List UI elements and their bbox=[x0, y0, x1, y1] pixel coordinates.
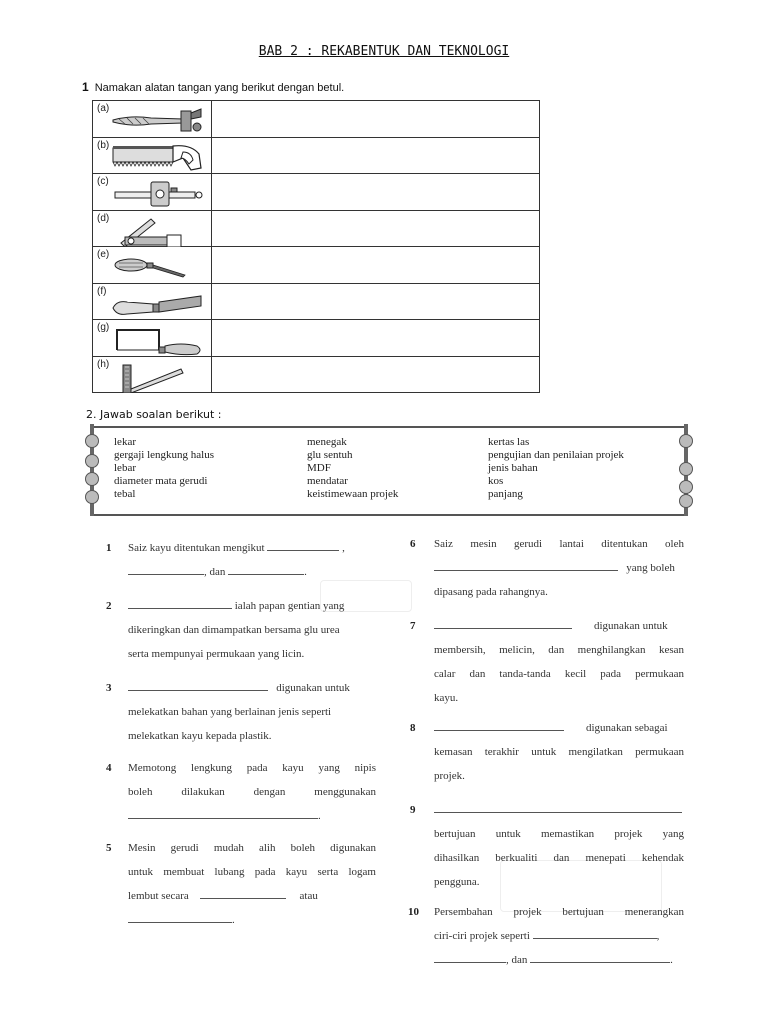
question-5 bbox=[128, 836, 376, 932]
try-square-icon bbox=[111, 363, 207, 393]
question-text: melekatkan kayu kepada plastik. bbox=[128, 730, 272, 742]
question-text: lembut secara bbox=[128, 890, 189, 902]
question-1: Saiz kayu ditentukan mengikut , , dan . bbox=[128, 536, 376, 584]
question-text: calar dan tanda-tanda kecil pada permukaan bbox=[434, 668, 684, 680]
answer-blank[interactable] bbox=[128, 678, 268, 691]
row-label: (e) bbox=[97, 249, 110, 260]
question-text: Memotong lengkung pada kayu yang nipis bbox=[128, 762, 376, 774]
question-number: 6 bbox=[410, 538, 416, 550]
word-bank-item: diameter mata gerudi bbox=[114, 475, 208, 487]
question-number: 1 bbox=[106, 542, 112, 554]
answer-blank[interactable] bbox=[434, 718, 564, 731]
coping-saw-icon bbox=[111, 326, 207, 356]
question-3 bbox=[128, 676, 376, 748]
question-text: ciri-ciri projek seperti bbox=[434, 930, 530, 942]
question-text: Saiz mesin gerudi lantai ditentukan oleh bbox=[434, 538, 684, 550]
word-bank bbox=[88, 424, 692, 516]
word-bank-column-3 bbox=[488, 436, 624, 501]
word-bank-item: lekar bbox=[114, 436, 136, 448]
answer-blank[interactable] bbox=[128, 596, 232, 609]
question-number: 5 bbox=[106, 842, 112, 854]
answer-cell[interactable] bbox=[212, 137, 540, 174]
row-label: (f) bbox=[97, 285, 107, 297]
question-text: membersih, melicin, dan menghilangkan kesan bbox=[434, 644, 684, 656]
row-label: (h) bbox=[97, 358, 110, 370]
question-text: atau bbox=[299, 890, 318, 902]
word-bank-item: menegak bbox=[307, 436, 347, 448]
marking-gauge-icon bbox=[111, 180, 207, 208]
question-text: digunakan untuk bbox=[276, 682, 350, 694]
answer-blank[interactable] bbox=[128, 806, 318, 819]
question-text: dikeringkan dan dimampatkan bersama glu urea bbox=[128, 624, 340, 636]
question-6 bbox=[434, 532, 684, 604]
tool-image-cell bbox=[93, 283, 212, 320]
scroll-knob bbox=[679, 480, 693, 494]
word-bank-item: glu sentuh bbox=[307, 449, 353, 461]
question-7 bbox=[434, 614, 684, 710]
tool-image-cell bbox=[93, 356, 212, 393]
question-text: boleh dilakukan dengan menggunakan bbox=[128, 786, 376, 798]
table-row bbox=[93, 283, 540, 320]
question-text: , bbox=[656, 930, 660, 942]
answer-blank[interactable] bbox=[267, 538, 339, 551]
row-label: (g) bbox=[97, 322, 110, 333]
answer-blank[interactable] bbox=[434, 800, 682, 813]
scroll-knob bbox=[85, 454, 99, 468]
question-text: Mesin gerudi mudah alih boleh digunakan bbox=[128, 842, 376, 854]
question-text: , dan bbox=[204, 566, 226, 578]
answer-cell[interactable] bbox=[212, 356, 540, 393]
question-text: bertujuan untuk memastikan projek yang bbox=[434, 828, 684, 840]
answer-blank[interactable] bbox=[434, 616, 572, 629]
answer-cell[interactable] bbox=[212, 174, 540, 211]
question-text: . bbox=[670, 954, 673, 966]
answer-blank[interactable] bbox=[530, 950, 670, 963]
question-text: . bbox=[304, 566, 307, 578]
scroll-knob bbox=[679, 494, 693, 508]
answer-cell[interactable] bbox=[212, 101, 540, 138]
row-label: (d) bbox=[97, 212, 110, 224]
word-bank-item: jenis bahan bbox=[488, 462, 538, 474]
tool-image-cell bbox=[93, 247, 212, 284]
chisel-icon bbox=[111, 290, 207, 318]
question-2-instruction: 2. Jawab soalan berikut : bbox=[86, 408, 222, 421]
word-bank-item: keistimewaan projek bbox=[307, 488, 399, 500]
word-bank-item: panjang bbox=[488, 488, 523, 500]
question-text: kayu. bbox=[434, 692, 459, 704]
row-label: (a) bbox=[97, 103, 110, 114]
question-1-text: Namakan alatan tangan yang berikut dengan betul. bbox=[94, 82, 345, 94]
word-bank-column-2 bbox=[307, 436, 398, 501]
question-number: 8 bbox=[410, 722, 416, 734]
row-label: (b) bbox=[97, 139, 110, 151]
table-row bbox=[93, 174, 540, 211]
question-text: projek. bbox=[434, 770, 465, 782]
table-row bbox=[93, 137, 540, 174]
tool-image-cell bbox=[93, 210, 212, 247]
question-text: yang boleh bbox=[626, 562, 675, 574]
row-label: (c) bbox=[97, 176, 109, 187]
answer-cell[interactable] bbox=[212, 210, 540, 247]
question-2 bbox=[128, 594, 376, 666]
question-number: 7 bbox=[410, 620, 416, 632]
question-number: 10 bbox=[408, 906, 419, 918]
word-bank-item: kertas las bbox=[488, 436, 530, 448]
word-bank-item: kos bbox=[488, 475, 504, 487]
question-text: dihasilkan berkualiti dan menepati kehendak bbox=[434, 852, 684, 864]
question-text: pengguna. bbox=[434, 876, 480, 888]
word-bank-item: gergaji lengkung halus bbox=[114, 449, 214, 461]
question-text: Saiz kayu ditentukan mengikut bbox=[128, 542, 265, 554]
answer-blank[interactable] bbox=[434, 558, 618, 571]
scroll-knob bbox=[85, 490, 99, 504]
word-bank-column-1 bbox=[114, 436, 214, 501]
answer-blank[interactable] bbox=[128, 562, 204, 575]
question-text: serta mempunyai permukaan yang licin. bbox=[128, 648, 305, 660]
word-bank-item: lebar bbox=[114, 462, 136, 474]
page-title: BAB 2 : REKABENTUK DAN TEKNOLOGI bbox=[258, 44, 510, 59]
question-number: 1 bbox=[82, 80, 89, 94]
table-row bbox=[93, 101, 540, 138]
tool-image-cell bbox=[93, 137, 212, 174]
question-text: untuk membuat lubang pada kayu serta logam bbox=[128, 866, 376, 878]
question-10 bbox=[434, 900, 684, 972]
question-4 bbox=[128, 756, 376, 828]
question-text: ialah papan gentian yang bbox=[234, 600, 345, 612]
question-9 bbox=[434, 798, 684, 894]
answer-blank[interactable] bbox=[228, 562, 304, 575]
answer-cell[interactable] bbox=[212, 320, 540, 357]
question-number: 2 bbox=[106, 600, 112, 612]
bradawl-icon bbox=[111, 253, 207, 281]
tool-naming-table bbox=[92, 100, 540, 393]
word-bank-item: MDF bbox=[307, 462, 331, 474]
tool-image-cell bbox=[93, 320, 212, 357]
question-1-instruction bbox=[82, 80, 344, 94]
question-number: 9 bbox=[410, 804, 416, 816]
scroll-knob bbox=[85, 434, 99, 448]
question-number: 3 bbox=[106, 682, 112, 694]
answer-blank[interactable] bbox=[533, 926, 657, 939]
scroll-knob bbox=[679, 462, 693, 476]
tool-image-cell bbox=[93, 174, 212, 211]
answer-blank[interactable] bbox=[200, 886, 286, 899]
sliding-bevel-icon bbox=[111, 217, 207, 247]
answer-blank[interactable] bbox=[434, 950, 506, 963]
question-text: Persembahan projek bertujuan menerangkan bbox=[434, 906, 684, 918]
answer-blank[interactable] bbox=[128, 910, 232, 923]
table-row bbox=[93, 247, 540, 284]
question-text: . bbox=[318, 810, 321, 822]
word-bank-item: tebal bbox=[114, 488, 136, 500]
word-bank-item: pengujian dan penilaian projek bbox=[488, 449, 624, 461]
question-text: . bbox=[232, 914, 235, 926]
question-text: digunakan untuk bbox=[594, 620, 668, 632]
question-8 bbox=[434, 716, 684, 788]
answer-cell[interactable] bbox=[212, 247, 540, 284]
question-text: kemasan terakhir untuk mengilatkan permukaan bbox=[434, 746, 684, 758]
hammer-icon bbox=[111, 107, 207, 133]
scroll-knob bbox=[679, 434, 693, 448]
question-text: , dan bbox=[506, 954, 528, 966]
table-row bbox=[93, 356, 540, 393]
question-number: 4 bbox=[106, 762, 112, 774]
word-bank-item: mendatar bbox=[307, 475, 348, 487]
scroll-knob bbox=[85, 472, 99, 486]
tool-image-cell bbox=[93, 101, 212, 138]
question-text: melekatkan bahan yang berlainan jenis seperti bbox=[128, 706, 332, 718]
tenon-saw-icon bbox=[111, 144, 207, 172]
question-text: digunakan sebagai bbox=[586, 722, 668, 734]
question-text: dipasang pada rahangnya. bbox=[434, 586, 548, 598]
table-row bbox=[93, 320, 540, 357]
table-row bbox=[93, 210, 540, 247]
answer-cell[interactable] bbox=[212, 283, 540, 320]
